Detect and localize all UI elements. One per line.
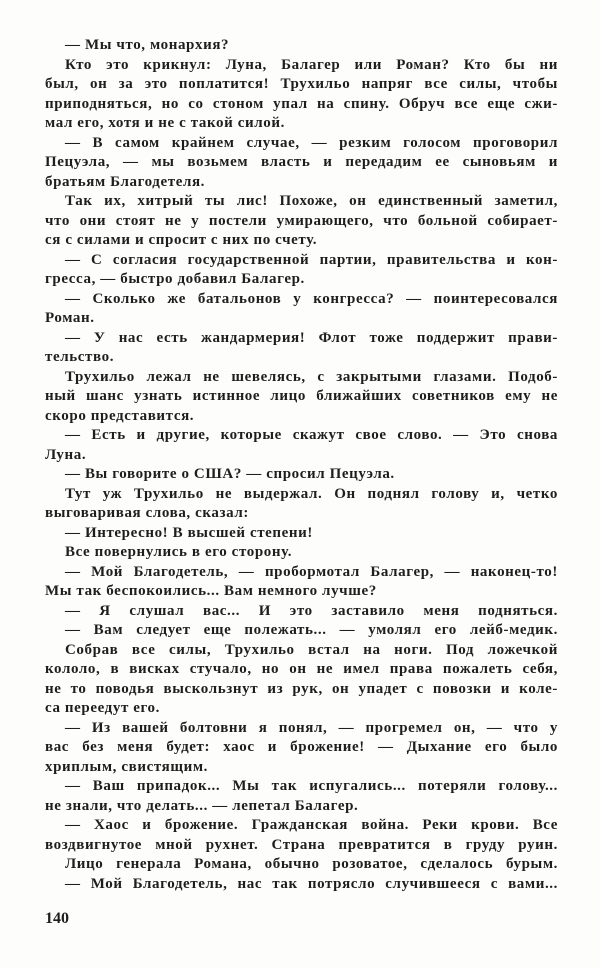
text-line: са переедут его. <box>45 700 161 716</box>
text-line: что они стоят не у постели умирающего, что больной собирает- <box>45 212 558 229</box>
text-line: — Мой Благодетель, — пробормотал Балагер, — наконец-то! <box>65 563 558 580</box>
text-line: Роман. <box>45 310 95 326</box>
text-line: Лицо генерала Романа, обычно розоватое, сделалось бурым. <box>65 856 558 872</box>
text-line: — С согласия государственной партии, правительства и кон- <box>65 251 558 268</box>
text-line: гресса, — быстро добавил Балагер. <box>45 271 305 287</box>
text-line: приподняться, но со стоном упал на спину. Обруч все еще сжи- <box>45 95 558 112</box>
text-line: ся с силами и спросит с них по счету. <box>45 232 318 248</box>
text-line: Тут уж Трухильо не выдержал. Он поднял голову и, четко <box>65 485 558 502</box>
text-line: Пецуэла, — мы возьмем власть и передадим ее сыновьям и <box>45 154 558 170</box>
text-line: был, он за это поплатится! Трухильо напряг все силы, чтобы <box>45 76 558 92</box>
text-line: Луна. <box>45 446 87 463</box>
page-number: 140 <box>45 910 69 927</box>
text-line: — Интересно! В высшей степени! <box>65 524 314 541</box>
text-line: вас без меня будет: хаос и брожение! — Дыхание его было <box>45 739 558 755</box>
text-line: — Есть и другие, которые скажут свое слово. — Это снова <box>65 427 558 443</box>
text-line: Собрав все силы, Трухильо встал на ноги. Под ложечкой <box>65 641 558 658</box>
text-line: скоро представится. <box>45 407 195 424</box>
text-line: — Вы говорите о США? — спросил Пецуэла. <box>65 466 395 482</box>
body-text <box>45 36 558 894</box>
text-line: Мы так беспокоились... Вам немного лучше? <box>45 583 377 599</box>
text-line: ный шанс узнать истинное лицо ближайших советников ему не <box>45 388 558 404</box>
text-line: — В самом крайнем случае, — резким голосом проговорил <box>65 134 558 151</box>
text-line: не то поводья выскользнут из рук, он упадет с повозки и коле- <box>45 680 558 697</box>
text-line: Кто это крикнул: Луна, Балагер или Роман? Кто бы ни <box>65 56 558 73</box>
text-line: выговаривая слова, сказал: <box>45 505 249 521</box>
text-line: — Сколько же батальонов у конгресса? — поинтересовался <box>65 290 558 307</box>
text-line: кололо, в висках стучало, но он не имел права пожалеть себя, <box>45 661 558 677</box>
text-line: Трухильо лежал не шевелясь, с закрытыми глазами. Подоб- <box>65 368 558 385</box>
text-line: — Хаос и брожение. Гражданская война. Реки крови. Все <box>65 817 558 833</box>
text-line: — Мы что, монархия? <box>65 37 230 53</box>
text-line: — У нас есть жандармерия! Флот тоже поддержит прави- <box>65 329 558 346</box>
text-line: — Из вашей болтовни я понял, — прогремел он, — что у <box>65 719 558 736</box>
text-line: хриплым, свистящим. <box>45 758 208 775</box>
text-line: мал его, хотя и не с такой силой. <box>45 115 285 131</box>
text-line: — Ваш припадок... Мы так испугались... потеряли голову... <box>65 778 558 794</box>
text-line: Все повернулись в его сторону. <box>65 544 293 560</box>
text-line: Так их, хитрый ты лис! Похоже, он единственный заметил, <box>65 193 558 209</box>
text-line: воздвигнутое мной рухнет. Страна превратится в груду руин. <box>45 836 558 853</box>
text-line: не знали, что делать... — лепетал Балагер. <box>45 797 359 814</box>
text-line: братьям Благодетеля. <box>45 173 206 190</box>
text-line: тельство. <box>45 349 115 365</box>
text-line: — Я слушал вас... И это заставило меня подняться. <box>65 602 558 619</box>
text-line: — Мой Благодетель, нас так потрясло случившееся с вами... <box>65 875 558 892</box>
text-line: — Вам следует еще полежать... — умолял его лейб-медик. <box>65 622 558 638</box>
